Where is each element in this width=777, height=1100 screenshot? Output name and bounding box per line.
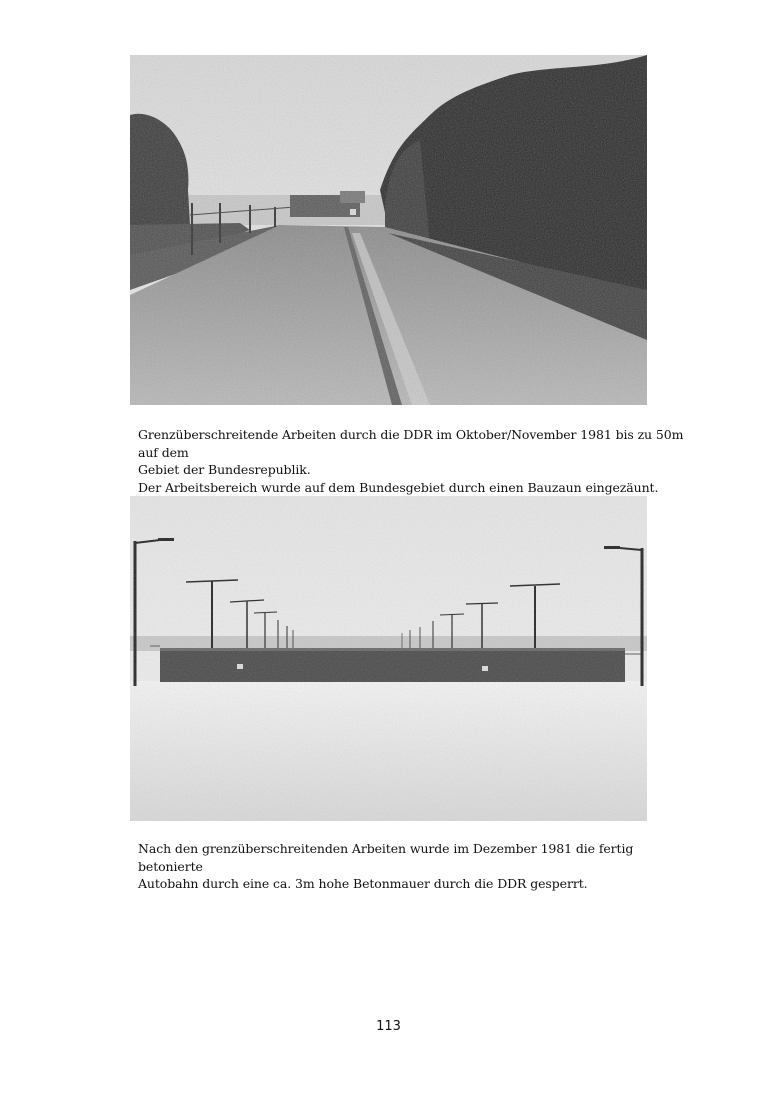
caption-line: Nach den grenzüberschreitenden Arbeiten wurde im Dezember 1981 die fertig betonierte bbox=[138, 841, 634, 874]
photo-2-caption bbox=[138, 840, 698, 893]
caption-line: Autobahn durch eine ca. 3m hohe Betonmauer durch die DDR gesperrt. bbox=[138, 876, 588, 891]
caption-line: Gebiet der Bundesrepublik. bbox=[138, 462, 311, 477]
page-number: 113 bbox=[376, 1019, 401, 1034]
caption-line: Der Arbeitsbereich wurde auf dem Bundesgebiet durch einen Bauzaun eingezäunt. bbox=[138, 479, 659, 495]
photo-1-caption bbox=[138, 426, 698, 496]
caption-line: Grenzüberschreitende Arbeiten durch die DDR im Oktober/November 1981 bis zu 50m auf dem bbox=[138, 427, 684, 460]
photo-autobahn-concrete-wall bbox=[130, 496, 647, 821]
photo-autobahn-construction-fence bbox=[130, 55, 647, 405]
